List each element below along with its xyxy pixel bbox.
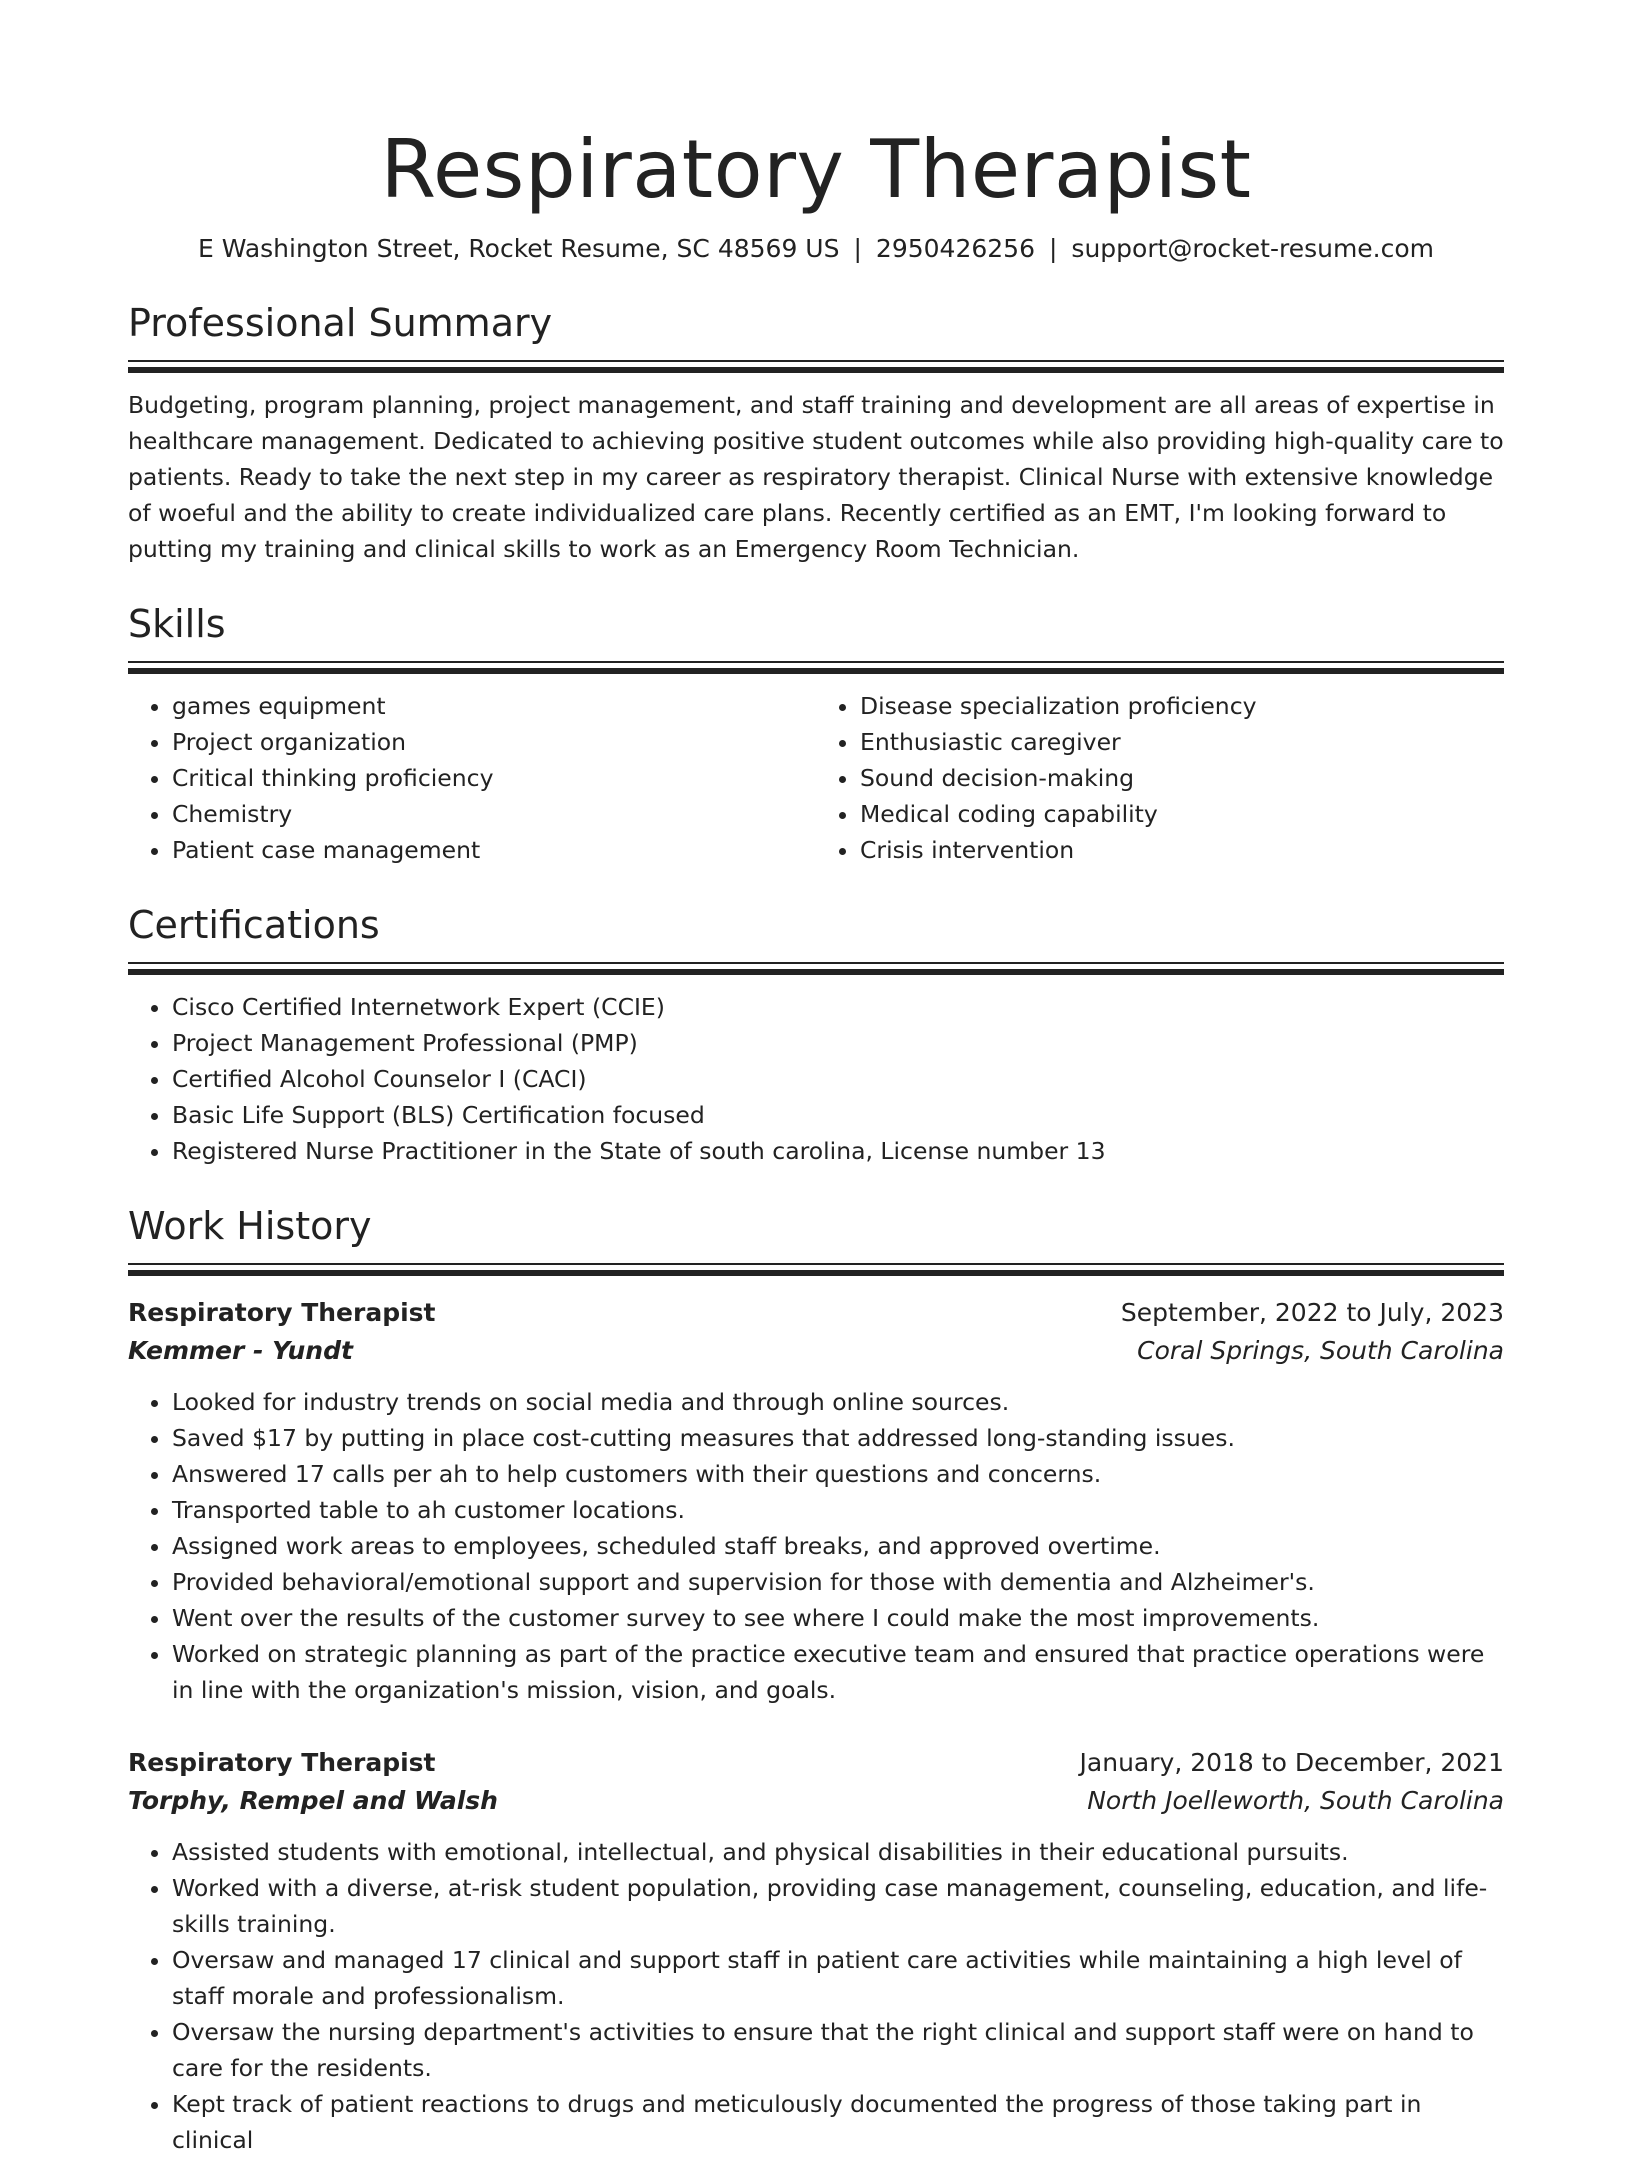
skill-item: • Sound decision-making xyxy=(860,760,1504,796)
job-company: Kemmer - Yundt xyxy=(128,1336,353,1365)
contact-phone: 2950426256 xyxy=(875,234,1035,263)
contact-email: support@rocket-resume.com xyxy=(1071,234,1435,263)
section-title-work-history: Work History xyxy=(128,1204,372,1248)
job-location: Coral Springs, South Carolina xyxy=(1137,1336,1504,1365)
skill-item: • Disease specialization proficiency xyxy=(860,688,1504,724)
certification-item: • Project Management Professional (PMP) xyxy=(172,1025,1504,1061)
job-dates: January, 2018 to December, 2021 xyxy=(1079,1748,1504,1777)
contact-line xyxy=(128,232,1504,266)
resume-name: Respiratory Therapist xyxy=(380,123,1252,216)
job-bullet: • Looked for industry trends on social media and through online sources. xyxy=(172,1384,1504,1420)
job-bullet: • Answered 17 calls per ah to help customers with their questions and concerns. xyxy=(172,1456,1504,1492)
section-divider xyxy=(128,661,1504,674)
job-title: Respiratory Therapist xyxy=(128,1748,436,1777)
contact-address: E Washington Street, Rocket Resume, SC 48569 US xyxy=(197,234,840,263)
certifications-list xyxy=(128,989,1504,1169)
certification-item: • Certified Alcohol Counselor I (CACI) xyxy=(172,1061,1504,1097)
job-bullet: • Oversaw the nursing department's activities to ensure that the right clinical and support staff were on hand to care for the residents. xyxy=(172,2014,1504,2086)
job-bullet: • Assigned work areas to employees, scheduled staff breaks, and approved overtime. xyxy=(172,1528,1504,1564)
job-bullets xyxy=(128,1834,1504,2158)
section-divider xyxy=(128,1263,1504,1276)
section-title-certifications: Certifications xyxy=(128,903,380,947)
section-title-summary: Professional Summary xyxy=(128,301,553,345)
skill-item: • Project organization xyxy=(172,724,816,760)
job-bullet: • Worked on strategic planning as part of the practice executive team and ensured that practice operations were in line with the organization's mission, vision, and goals. xyxy=(172,1636,1504,1708)
section-divider xyxy=(128,360,1504,373)
job-bullet: • Went over the results of the customer survey to see where I could make the most improvements. xyxy=(172,1600,1504,1636)
summary-section xyxy=(128,300,1504,567)
job-entry xyxy=(128,1294,1504,1708)
job-bullet: • Provided behavioral/emotional support and supervision for those with dementia and Alzheimer's. xyxy=(172,1564,1504,1600)
skills-left-list xyxy=(128,688,816,868)
skill-item: • games equipment xyxy=(172,688,816,724)
certification-item: • Registered Nurse Practitioner in the State of south carolina, License number 13 xyxy=(172,1133,1504,1169)
job-bullet: • Worked with a diverse, at-risk student population, providing case management, counseling, education, and life-skills training. xyxy=(172,1870,1504,1942)
summary-text: Budgeting, program planning, project management, and staff training and development are all areas of expertise in healthcare management. Dedicated to achieving positive student outcomes while also providing high-quality care to patients. Ready to take the next step in my career as respiratory therapist. Clinical Nurse with extensive knowledge of woeful and the ability to create individualized care plans. Recently certified as an EMT, I'm looking forward to putting my training and clinical skills to work as an Emergency Room Technician. xyxy=(128,391,1504,563)
skills-columns xyxy=(128,688,1504,868)
job-bullet: • Assisted students with emotional, intellectual, and physical disabilities in their educational pursuits. xyxy=(172,1834,1504,1870)
skill-item: • Chemistry xyxy=(172,796,816,832)
skill-item: • Crisis intervention xyxy=(860,832,1504,868)
skill-item: • Patient case management xyxy=(172,832,816,868)
section-divider xyxy=(128,962,1504,975)
resume-page xyxy=(128,118,1504,2158)
skills-right-list xyxy=(816,688,1504,868)
skills-section xyxy=(128,601,1504,868)
skill-item: • Medical coding capability xyxy=(860,796,1504,832)
job-bullet: • Saved $17 by putting in place cost-cutting measures that addressed long-standing issues. xyxy=(172,1420,1504,1456)
contact-separator: | xyxy=(1048,234,1058,263)
skill-item: • Enthusiastic caregiver xyxy=(860,724,1504,760)
job-location: North Joelleworth, South Carolina xyxy=(1087,1786,1504,1815)
skill-item: • Critical thinking proficiency xyxy=(172,760,816,796)
job-bullets xyxy=(128,1384,1504,1708)
work-history-section xyxy=(128,1203,1504,2158)
contact-separator: | xyxy=(853,234,862,263)
job-entry xyxy=(128,1744,1504,2158)
job-title: Respiratory Therapist xyxy=(128,1298,436,1327)
job-company: Torphy, Rempel and Walsh xyxy=(128,1786,498,1815)
certification-item: • Basic Life Support (BLS) Certification focused xyxy=(172,1097,1504,1133)
job-dates: September, 2022 to July, 2023 xyxy=(1120,1298,1504,1327)
job-bullet: • Kept track of patient reactions to drugs and meticulously documented the progress of those taking part in clinical xyxy=(172,2086,1504,2158)
section-title-skills: Skills xyxy=(128,602,226,646)
job-bullet: • Transported table to ah customer locations. xyxy=(172,1492,1504,1528)
job-bullet: • Oversaw and managed 17 clinical and support staff in patient care activities while maintaining a high level of staff morale and professionalism. xyxy=(172,1942,1504,2014)
certification-item: • Cisco Certified Internetwork Expert (CCIE) xyxy=(172,989,1504,1025)
certifications-section xyxy=(128,902,1504,1169)
